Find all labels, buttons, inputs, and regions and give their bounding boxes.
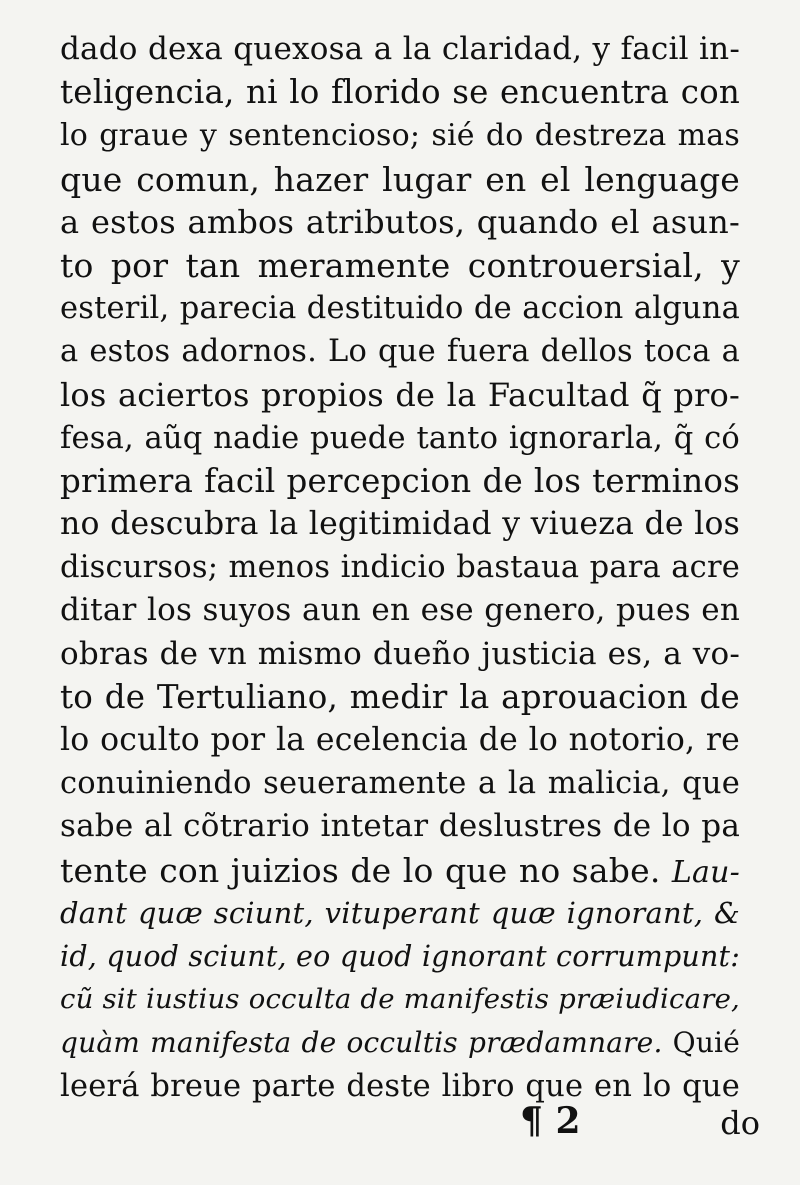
text-line: a estos ambos atributos, quando el asun- — [60, 202, 740, 241]
roman-segment: tente con juizios de lo que no sabe. — [60, 850, 661, 890]
signature-mark: ¶ 2 — [520, 1100, 581, 1142]
text-line: to por tan meramente controuersial, y — [60, 245, 740, 285]
text-line: dado dexa quexosa a la claridad, y facil in- — [60, 31, 740, 67]
text-line-mixed — [60, 1021, 740, 1064]
text-line: lo graue y sentencioso; sié do destreza mas — [60, 118, 740, 154]
text-line: conuiniendo seueramente a la malicia, que — [60, 766, 740, 802]
latin-quote-segment: quàm manifesta de occultis prædamnare. — [60, 1026, 663, 1060]
italic-segment: Lau- — [671, 854, 740, 890]
text-line: teligencia, ni lo florido se encuentra con — [60, 73, 740, 112]
body-text — [60, 28, 740, 1108]
text-line: que comun, hazer lugar en el lenguage — [60, 159, 740, 199]
text-line: no descubra la legitimidad y viueza de los — [60, 506, 740, 543]
text-line: discursos; menos indicio bastaua para acre — [60, 550, 740, 586]
text-line: obras de vn mismo dueño justicia es, a vo- — [60, 635, 740, 672]
catchword: do — [720, 1104, 760, 1142]
text-line: sabe al cõtrario intetar deslustres de lo pa — [60, 808, 740, 845]
text-line: leerá breue parte deste libro que en lo que — [60, 1068, 740, 1104]
text-line: a estos adornos. Lo que fuera dellos toca a — [60, 334, 740, 370]
latin-quote-line: dant quæ sciunt, vituperant quæ ignorant, & — [60, 895, 740, 930]
text-line: esteril, parecia destituido de accion alguna — [60, 291, 740, 327]
text-line: primera facil percepcion de los terminos — [60, 461, 740, 500]
text-line: ditar los suyos aun en ese genero, pues en — [60, 592, 740, 629]
text-line: los aciertos propios de la Facultad q̃ pro- — [60, 375, 740, 414]
latin-quote-line: id, quod sciunt, eo quod ignorant corrumpunt: — [60, 939, 740, 973]
text-line-mixed — [60, 849, 740, 892]
text-line: fesa, aũq nadie puede tanto ignorarla, q̃ có — [60, 420, 740, 456]
latin-quote-line: cũ sit iustius occulta de manifestis præiudicare, — [60, 983, 740, 1016]
text-line: lo oculto por la ecelencia de lo notorio, re — [60, 722, 740, 758]
text-line: to de Tertuliano, medir la aprouacion de — [60, 677, 740, 716]
roman-segment: Quié — [672, 1026, 740, 1060]
page-footer — [500, 1100, 760, 1150]
